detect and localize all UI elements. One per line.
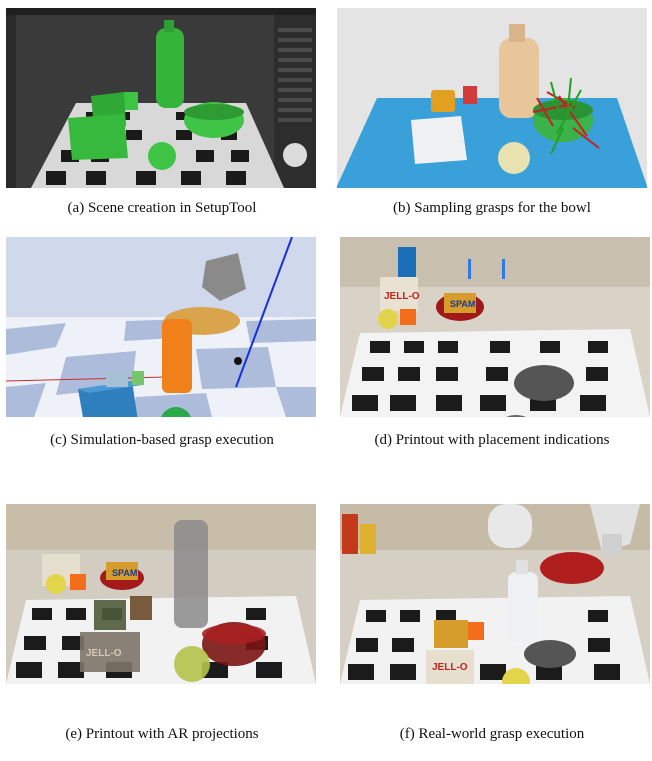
caption-c: (c) Simulation-based grasp execution <box>50 432 274 448</box>
jello-label: JELL-O <box>384 291 420 302</box>
panel-b-image <box>337 8 647 188</box>
caption-e: (e) Printout with AR projections <box>65 726 259 742</box>
caption-b: (b) Sampling grasps for the bowl <box>393 200 591 216</box>
panel-d-image <box>340 237 650 417</box>
caption-a: (a) Scene creation in SetupTool <box>67 200 257 216</box>
panel-a-image <box>6 8 316 188</box>
jello-label-e: JELL-O <box>86 648 122 659</box>
spam-label: SPAM <box>450 299 476 309</box>
panel-f-image <box>340 504 650 684</box>
caption-f: (f) Real-world grasp execution <box>399 726 585 742</box>
spam-label-e: SPAM <box>112 568 138 578</box>
panel-e-image <box>6 504 316 684</box>
jello-label-f: JELL-O <box>432 662 468 673</box>
panel-c-image <box>6 237 316 417</box>
caption-d: (d) Printout with placement indications <box>374 432 610 448</box>
